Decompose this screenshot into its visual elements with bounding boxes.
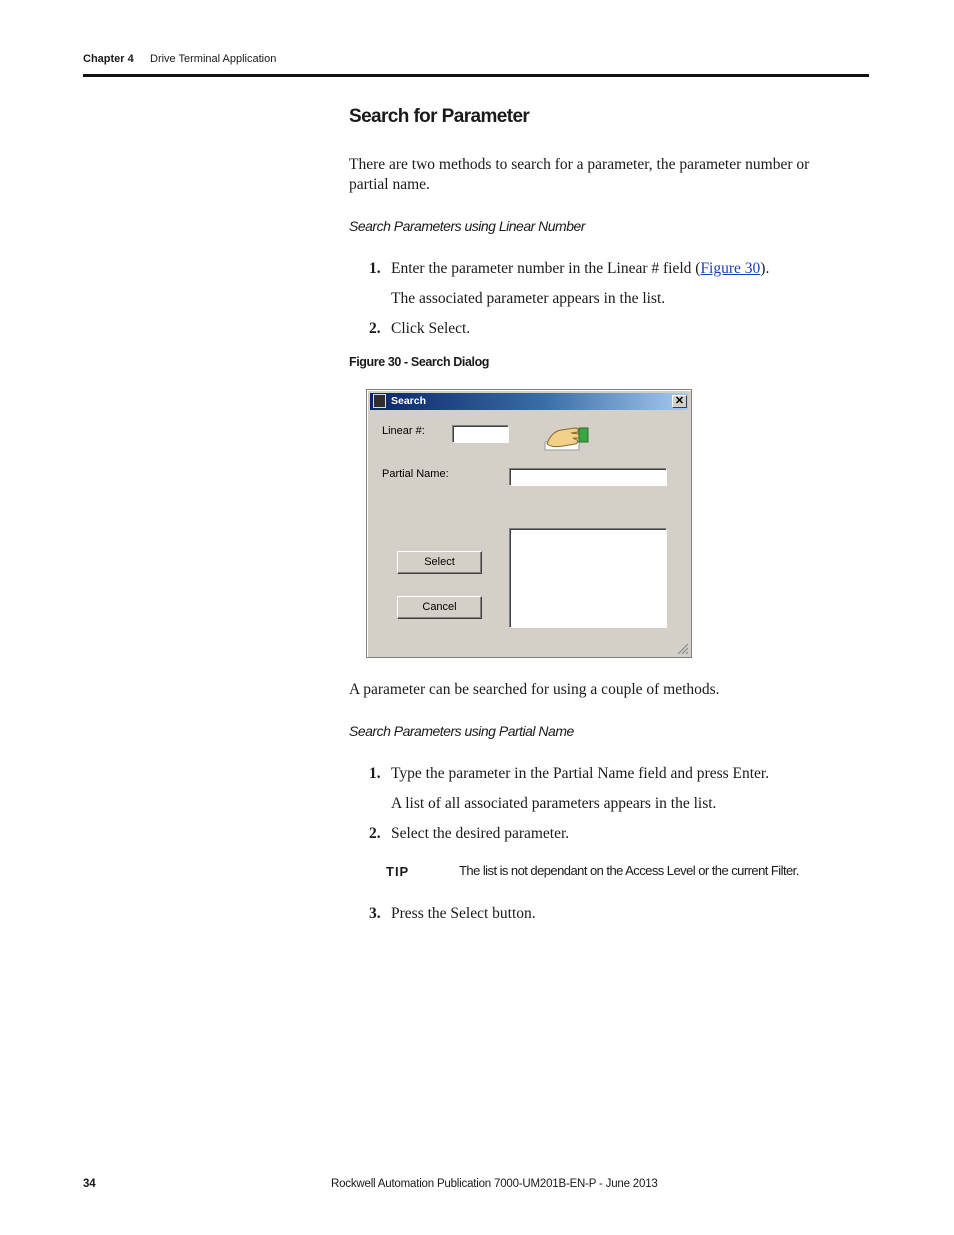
step-text: Click Select. (391, 320, 471, 337)
page-number: 34 (83, 1178, 96, 1190)
partial-name-label: Partial Name: (382, 468, 449, 480)
search-dialog (366, 389, 692, 658)
select-button[interactable]: Select (397, 551, 482, 574)
step-text (391, 259, 769, 279)
step-text: Select the desired parameter. (391, 825, 570, 842)
step-number: 2. (369, 320, 381, 337)
close-icon: ✕ (674, 395, 685, 407)
body-paragraph: A parameter can be searched for using a couple of methods. (349, 681, 720, 698)
step-result: The associated parameter appears in the list. (391, 290, 666, 307)
resize-grip-icon[interactable] (677, 643, 689, 655)
publication-info: Rockwell Automation Publication 7000-UM201B-EN-P - June 2013 (331, 1178, 658, 1190)
linear-number-label: Linear #: (382, 425, 425, 437)
pointing-hand-icon[interactable] (541, 424, 591, 454)
chapter-label: Chapter 4 (83, 53, 134, 65)
dialog-titlebar (370, 393, 688, 410)
figure-30-link[interactable]: Figure 30 (700, 260, 761, 277)
step-number: 1. (369, 765, 381, 782)
subheading-linear: Search Parameters using Linear Number (349, 218, 585, 234)
step-text-start: Enter the parameter number in the Linear # field ( (391, 260, 701, 277)
figure-caption: Figure 30 - Search Dialog (349, 355, 490, 369)
tip-label: TIP (386, 864, 410, 879)
header-rule (83, 74, 869, 77)
partial-name-input[interactable] (509, 468, 667, 486)
step-text: Press the Select button. (391, 905, 536, 922)
cancel-button[interactable]: Cancel (397, 596, 482, 619)
section-title: Search for Parameter (349, 106, 530, 127)
step-text: Type the parameter in the Partial Name field and press Enter. (391, 765, 770, 782)
step-number: 2. (369, 825, 381, 842)
close-button[interactable] (672, 395, 687, 408)
dialog-title: Search (391, 395, 427, 407)
tip-text: The list is not dependant on the Access Level or the current Filter. (459, 863, 799, 878)
chapter-title: Drive Terminal Application (150, 53, 277, 65)
subheading-partial: Search Parameters using Partial Name (349, 723, 574, 739)
step-result: A list of all associated parameters appears in the list. (391, 795, 717, 812)
step-text-end: ). (760, 260, 770, 277)
parameter-list[interactable] (509, 528, 667, 628)
app-icon (373, 394, 386, 408)
step-number: 1. (369, 260, 381, 277)
intro-paragraph: There are two methods to search for a parameter, the parameter number or partial name. (349, 156, 810, 193)
step-number: 3. (369, 905, 381, 922)
linear-number-input[interactable] (452, 425, 509, 443)
